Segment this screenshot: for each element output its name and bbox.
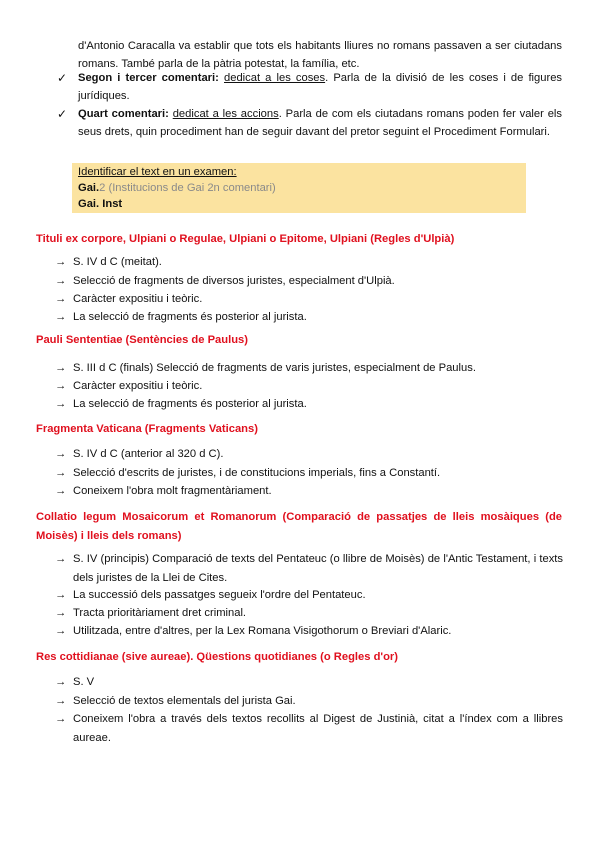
arrow-icon: → <box>55 380 67 392</box>
section-heading: Collatio legum Mosaicorum et Romanorum (Comparació de passatjes de lleis mosàiques (de Moisès) i lleis dels romans) <box>36 511 562 542</box>
check-icon: ✓ <box>57 107 68 121</box>
arrow-icon: → <box>55 485 67 497</box>
section-heading: Res cottidianae (sive aureae). Qüestions quotidianes (o Regles d'or) <box>36 651 398 663</box>
arrow-icon: → <box>55 713 67 725</box>
section-heading: Pauli Sententiae (Sentències de Paulus) <box>36 334 249 346</box>
exam-callout <box>72 163 526 213</box>
callout-line <box>78 180 526 196</box>
list-item: Coneixem l'obra molt fragmentàriament. <box>73 485 272 497</box>
list-item: Caràcter expositiu i teòric. <box>73 293 203 305</box>
list-item: La selecció de fragments és posterior al jurista. <box>73 398 307 410</box>
comment-label: Segon i tercer comentari <box>78 72 216 84</box>
callout-ref: Gai. <box>78 182 100 194</box>
comment-text: . Parla de la divisió de les coses i de figures jurídiques. <box>78 72 563 102</box>
list-item: Selecció de textos elementals del jurista Gai. <box>73 695 296 707</box>
list-item: Coneixem l'obra a través dels textos recollits al Digest de Justinià, citat a l'índex com a llibres aureae. <box>73 713 563 744</box>
list-item: Tracta prioritàriament dret criminal. <box>73 607 247 619</box>
list-item: La successió dels passatges segueix l'ordre del Pentateuc. <box>73 589 366 601</box>
section-heading: Tituli ex corpore, Ulpiani o Regulae, Ulpiani o Epitome, Ulpiani (Regles d'Ulpià) <box>36 233 455 245</box>
comment-text: . Parla de com els ciutadans romans poden fer valer els seus drets, quin procediment han de seguir davant del pretor seguint el Procediment Formulari. <box>78 108 562 138</box>
check-icon: ✓ <box>57 71 68 85</box>
arrow-icon: → <box>55 607 67 619</box>
arrow-icon: → <box>55 275 67 287</box>
arrow-icon: → <box>55 676 67 688</box>
arrow-icon: → <box>55 398 67 410</box>
comment-label: Quart comentari <box>78 108 166 120</box>
arrow-icon: → <box>55 293 67 305</box>
comment-colon: : <box>165 108 169 120</box>
comment-item <box>78 70 562 105</box>
arrow-icon: → <box>55 311 67 323</box>
comment-topic: dedicat a les coses <box>224 72 326 84</box>
arrow-icon: → <box>55 448 67 460</box>
arrow-icon: → <box>55 362 67 374</box>
arrow-icon: → <box>55 589 67 601</box>
list-item: S. III d C (finals) Selecció de fragments de varis juristes, especialment de Paulus. <box>73 362 476 374</box>
arrow-icon: → <box>55 553 67 565</box>
list-item: Caràcter expositiu i teòric. <box>73 380 203 392</box>
list-item: Utilitzada, entre d'altres, per la Lex Romana Visigothorum o Breviari d'Alaric. <box>73 625 452 637</box>
list-item: La selecció de fragments és posterior al jurista. <box>73 311 307 323</box>
intro-paragraph: d'Antonio Caracalla va establir que tots els habitants lliures no romans passaven a ser ciutadans romans. També parla de la pàtria potestat, la família, etc. <box>78 40 562 70</box>
list-item: Selecció de fragments de diversos juristes, especialment d'Ulpià. <box>73 275 395 287</box>
comment-topic: dedicat a les accions <box>172 108 279 120</box>
comment-colon: : <box>215 72 219 84</box>
list-item: S. IV d C (meitat). <box>73 256 162 268</box>
section-heading: Fragmenta Vaticana (Fragments Vaticans) <box>36 423 258 435</box>
list-item: S. IV d C (anterior al 320 d C). <box>73 448 224 460</box>
arrow-icon: → <box>55 625 67 637</box>
comment-item <box>78 106 562 141</box>
list-item: S. IV (principis) Comparació de texts del Pentateuc (o llibre de Moisès) de l'Antic Testament, i texts dels juristes de la Llei de Cites. <box>73 553 563 584</box>
callout-title: Identificar el text en un examen: <box>78 166 237 178</box>
arrow-icon: → <box>55 695 67 707</box>
arrow-icon: → <box>55 467 67 479</box>
arrow-icon: → <box>55 256 67 268</box>
callout-abbrev: Gai. Inst <box>78 198 123 210</box>
callout-note: 2 (Institucions de Gai 2n comentari) <box>99 182 276 194</box>
list-item: S. V <box>73 676 95 688</box>
list-item: Selecció d'escrits de juristes, i de constitucions imperials, fins a Constantí. <box>73 467 441 479</box>
